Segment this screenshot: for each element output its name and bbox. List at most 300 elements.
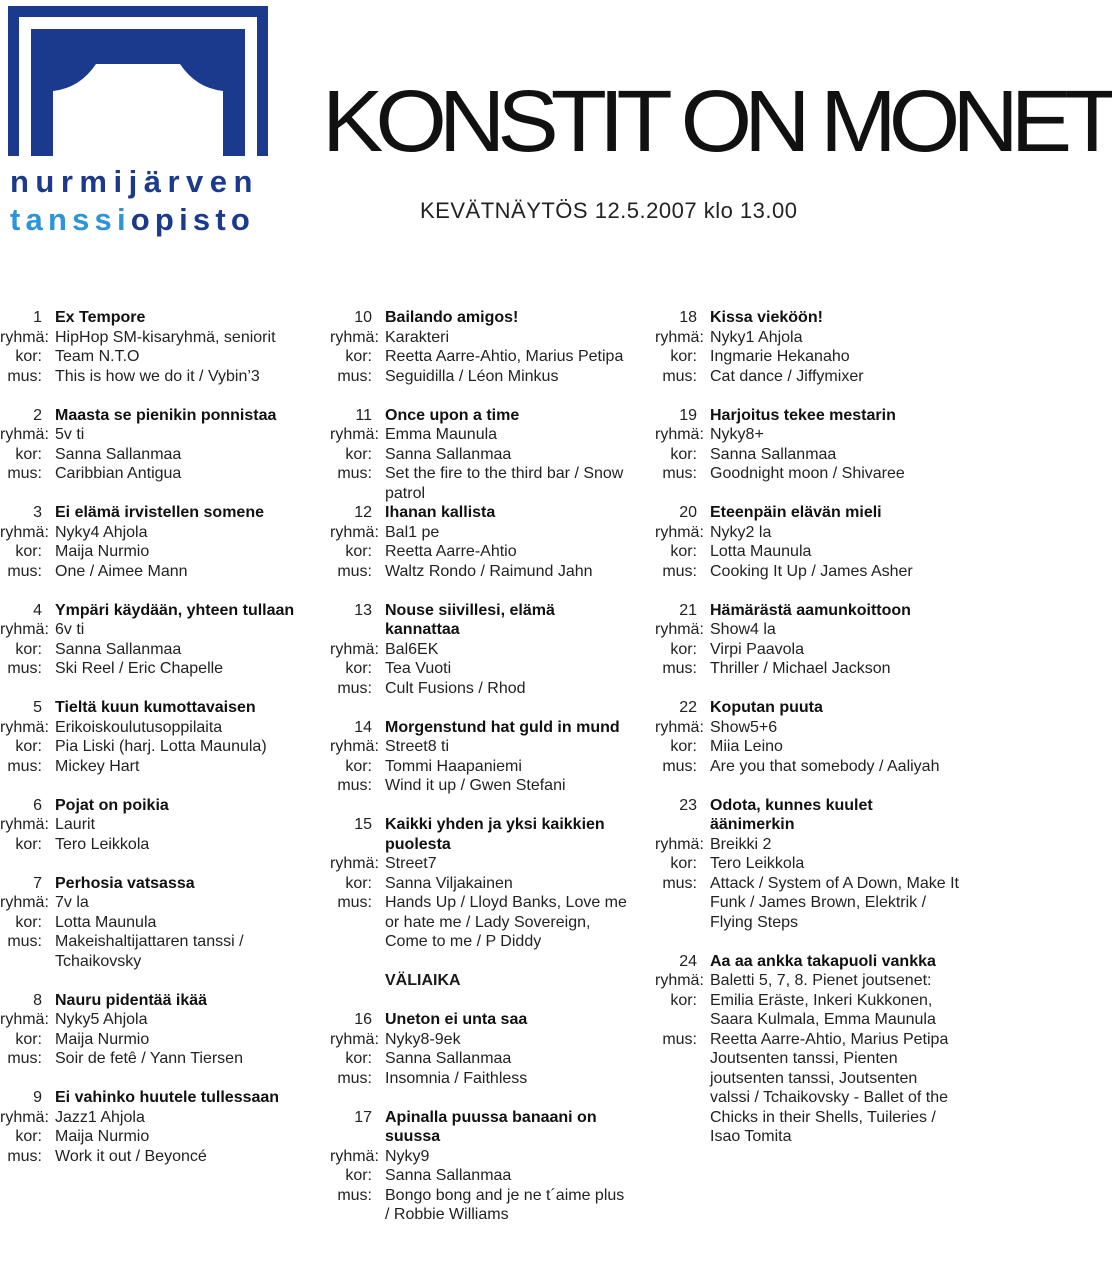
choreo-value: Sanna Sallanmaa: [710, 445, 837, 463]
group-label: ryhmä:: [330, 1030, 379, 1048]
item-number: 13: [354, 601, 372, 619]
group-row: [0, 328, 300, 348]
music-value: Attack / System of A Down, Make It Funk / James Brown, Elektrik / Flying Steps: [710, 874, 959, 931]
choreographer-row: [330, 1166, 630, 1186]
choreo-label: kor:: [15, 1030, 42, 1048]
group-value: Nyky9: [385, 1147, 430, 1165]
choreographer-row: [0, 1030, 300, 1050]
item-number: 18: [679, 309, 697, 326]
choreographer-row: [330, 445, 630, 465]
music-value: Makeishaltijattaren tanssi / Tchaikovsky: [55, 933, 244, 970]
choreographer-row: [330, 757, 630, 777]
item-number: 3: [33, 504, 42, 521]
choreographer-row: [0, 445, 300, 465]
item-title-row: [0, 1088, 300, 1108]
choreographer-row: [655, 737, 960, 757]
group-label: ryhmä:: [0, 816, 49, 833]
item-title: Tieltä kuun kumottavaisen: [55, 699, 256, 716]
group-value: Nyky2 la: [710, 523, 772, 541]
music-label: mus:: [7, 1050, 42, 1067]
item-number: 21: [679, 601, 697, 619]
music-value: Caribbian Antigua: [55, 465, 182, 482]
group-label: ryhmä:: [655, 523, 704, 541]
music-label: mus:: [337, 679, 372, 697]
group-label: ryhmä:: [330, 1147, 379, 1165]
music-label: mus:: [7, 562, 42, 580]
choreo-label: kor:: [15, 640, 42, 658]
group-value: Breikki 2: [710, 835, 772, 853]
program-item: [330, 815, 630, 952]
music-label: mus:: [337, 465, 372, 482]
item-title-row: [0, 796, 300, 816]
choreo-value: Virpi Paavola: [710, 640, 804, 658]
choreographer-row: [330, 542, 630, 562]
item-title-row: [0, 874, 300, 894]
group-value: Bal6EK: [385, 640, 439, 658]
item-title-row: [0, 698, 300, 718]
item-title-row: [655, 308, 960, 328]
program-column-3: [655, 308, 960, 1166]
page-subtitle: KEVÄTNÄYTÖS 12.5.2007 klo 13.00: [420, 198, 798, 223]
item-number: 1: [33, 309, 42, 326]
group-value: 6v ti: [55, 621, 85, 638]
choreographer-row: [330, 874, 630, 894]
item-number: 11: [355, 406, 372, 424]
program-item: [0, 308, 300, 386]
group-label: ryhmä:: [0, 1011, 49, 1028]
music-value: Goodnight moon / Shivaree: [710, 465, 905, 482]
choreo-value: Maija Nurmio: [55, 1030, 150, 1048]
music-row: [0, 1049, 300, 1069]
choreo-label: kor:: [670, 640, 697, 658]
item-title: Bailando amigos!: [385, 309, 519, 326]
music-row: [0, 757, 300, 777]
music-row: [0, 659, 300, 679]
item-number: 15: [354, 816, 372, 833]
item-title-row: [330, 1108, 630, 1147]
music-value: Seguidilla / Léon Minkus: [385, 367, 559, 385]
music-row: [330, 893, 630, 952]
item-number: 17: [354, 1108, 372, 1126]
group-value: Jazz1 Ahjola: [55, 1108, 145, 1126]
music-row: [655, 757, 960, 777]
program-column-1: [0, 308, 300, 1186]
program-item: [0, 503, 300, 581]
item-number: 14: [354, 718, 372, 736]
item-title-row: [0, 503, 300, 523]
group-value: 7v la: [55, 894, 89, 911]
choreographer-row: [330, 659, 630, 679]
group-label: ryhmä:: [330, 855, 379, 872]
music-label: mus:: [337, 894, 372, 911]
music-label: mus:: [662, 465, 697, 482]
music-value: One / Aimee Mann: [55, 562, 188, 580]
music-row: [330, 1069, 630, 1089]
group-label: ryhmä:: [655, 718, 704, 736]
item-title: Hämärästä aamunkoittoon: [710, 601, 911, 619]
item-number: 4: [33, 601, 42, 619]
music-row: [655, 367, 960, 387]
item-number: 12: [354, 504, 372, 521]
item-title-row: [330, 815, 630, 854]
group-value: Erikoiskoulutusoppilaita: [55, 718, 223, 736]
group-value: HipHop SM-kisaryhmä, seniorit: [55, 328, 276, 346]
item-number: 24: [679, 952, 697, 970]
item-number: 22: [679, 699, 697, 716]
item-title-row: [330, 601, 630, 640]
choreo-value: Sanna Viljakainen: [385, 874, 513, 892]
choreographer-row: [0, 913, 300, 933]
group-row: [655, 328, 960, 348]
group-row: [330, 640, 630, 660]
item-title: Morgenstund hat guld in mund: [385, 718, 620, 736]
program-item: [655, 601, 960, 679]
group-row: [655, 835, 960, 855]
program-item: [0, 796, 300, 855]
music-value: Soir de fetê / Yann Tiersen: [55, 1050, 243, 1067]
group-row: [655, 523, 960, 543]
group-row: [330, 1030, 630, 1050]
choreo-label: kor:: [670, 991, 697, 1009]
choreographer-row: [330, 347, 630, 367]
item-title-row: [655, 601, 960, 621]
group-label: ryhmä:: [655, 972, 704, 989]
group-label: ryhmä:: [0, 718, 49, 736]
group-label: ryhmä:: [655, 426, 704, 443]
music-label: mus:: [7, 1147, 42, 1165]
group-row: [330, 523, 630, 543]
music-row: [655, 562, 960, 582]
choreo-value: Tero Leikkola: [710, 855, 805, 872]
choreo-value: Sanna Sallanmaa: [55, 445, 182, 463]
music-value: Work it out / Beyoncé: [55, 1147, 207, 1165]
group-value: Street8 ti: [385, 738, 450, 755]
intermission-label: VÄLIAIKA: [385, 972, 461, 989]
brand-name-line1: nurmijärven: [10, 164, 259, 199]
item-title-row: [655, 503, 960, 523]
choreo-label: kor:: [345, 543, 372, 560]
group-label: ryhmä:: [330, 426, 379, 443]
choreo-label: kor:: [15, 738, 42, 755]
music-row: [330, 679, 630, 699]
item-title-row: [330, 503, 630, 523]
group-row: [655, 620, 960, 640]
brand-rest: opisto: [130, 202, 255, 237]
choreo-value: Ingmarie Hekanaho: [710, 348, 850, 365]
item-title: Maasta se pienikin ponnistaa: [55, 406, 277, 424]
group-value: Show5+6: [710, 718, 778, 736]
group-value: Nyky1 Ahjola: [710, 328, 803, 346]
group-row: [655, 971, 960, 991]
item-number: 6: [33, 796, 42, 814]
group-row: [0, 1010, 300, 1030]
group-label: ryhmä:: [0, 328, 49, 346]
program-item: [330, 503, 630, 581]
group-label: ryhmä:: [0, 621, 49, 638]
choreo-value: Tommi Haapaniemi: [385, 757, 522, 775]
group-row: [330, 1147, 630, 1167]
music-row: [655, 1030, 960, 1147]
choreo-value: Tea Vuoti: [385, 660, 452, 677]
group-value: Nyky8-9ek: [385, 1030, 461, 1048]
item-number: 5: [33, 699, 42, 716]
music-label: mus:: [337, 1069, 372, 1087]
music-value: Waltz Rondo / Raimund Jahn: [385, 562, 593, 580]
program-item: [0, 698, 300, 776]
group-row: [0, 523, 300, 543]
item-title: Eteenpäin elävän mieli: [710, 504, 882, 521]
group-value: Show4 la: [710, 621, 776, 638]
item-title: Ympäri käydään, yhteen tullaan: [55, 601, 295, 619]
choreo-label: kor:: [670, 855, 697, 872]
item-title-row: [0, 991, 300, 1011]
music-value: Reetta Aarre-Ahtio, Marius Petipa Joutsenten tanssi, Pienten joutsenten tanssi, Joutsenten valssi / Tchaikovsky - Ballet of the Chicks in their Shells, Tuileries / Isao Tomita: [710, 1030, 949, 1145]
choreographer-row: [0, 1127, 300, 1147]
choreo-value: Sanna Sallanmaa: [385, 1050, 512, 1067]
music-value: This is how we do it / Vybin’3: [55, 367, 260, 385]
choreo-value: Sanna Sallanmaa: [385, 445, 512, 463]
choreo-label: kor:: [670, 738, 697, 755]
music-label: mus:: [337, 562, 372, 580]
music-label: mus:: [337, 777, 372, 794]
item-title: Apinalla puussa banaani on suussa: [385, 1108, 597, 1145]
choreo-value: Reetta Aarre-Ahtio, Marius Petipa: [385, 348, 624, 365]
item-title: Ex Tempore: [55, 309, 146, 326]
choreo-label: kor:: [670, 445, 697, 463]
group-row: [655, 718, 960, 738]
item-number: 23: [679, 796, 697, 814]
music-value: Cooking It Up / James Asher: [710, 562, 913, 580]
music-label: mus:: [662, 874, 697, 892]
music-label: mus:: [7, 757, 42, 775]
group-label: ryhmä:: [330, 523, 379, 541]
item-number: 10: [354, 309, 372, 326]
item-title: Ei elämä irvistellen somene: [55, 504, 264, 521]
group-label: ryhmä:: [655, 621, 704, 638]
program-column-2: [330, 308, 630, 1244]
group-label: ryhmä:: [0, 894, 49, 911]
program-item: [0, 601, 300, 679]
group-row: [0, 620, 300, 640]
music-row: [330, 1186, 630, 1225]
choreographer-row: [655, 542, 960, 562]
item-title-row: [330, 308, 630, 328]
music-label: mus:: [337, 367, 372, 385]
group-value: Emma Maunula: [385, 426, 498, 443]
program-item: [330, 308, 630, 386]
group-value: Nyky5 Ahjola: [55, 1011, 148, 1028]
program-item: [655, 406, 960, 484]
program-item: [0, 406, 300, 484]
music-row: [655, 874, 960, 933]
music-row: [0, 1147, 300, 1167]
item-title: Ei vahinko huutele tullessaan: [55, 1089, 280, 1106]
item-title: Uneton ei unta saa: [385, 1011, 528, 1028]
program-item: [655, 796, 960, 933]
choreographer-row: [655, 445, 960, 465]
item-title: Ihanan kallista: [385, 504, 496, 521]
group-row: [330, 737, 630, 757]
item-title: Nauru pidentää ikää: [55, 991, 208, 1009]
group-value: Bal1 pe: [385, 523, 440, 541]
group-row: [0, 425, 300, 445]
choreographer-row: [655, 991, 960, 1030]
group-label: ryhmä:: [655, 328, 704, 346]
music-row: [330, 464, 630, 503]
music-row: [0, 367, 300, 387]
program-item: [655, 952, 960, 1147]
item-title: Harjoitus tekee mestarin: [710, 406, 896, 424]
music-value: Thriller / Michael Jackson: [710, 660, 891, 677]
item-title-row: [655, 698, 960, 718]
music-label: mus:: [337, 1186, 372, 1204]
music-row: [330, 776, 630, 796]
item-title-row: [655, 406, 960, 426]
program-item: [655, 698, 960, 776]
choreo-value: Miia Leino: [710, 738, 783, 755]
choreo-label: kor:: [345, 1167, 372, 1184]
choreo-label: kor:: [15, 348, 42, 365]
item-title-row: [0, 406, 300, 426]
choreo-label: kor:: [670, 348, 697, 365]
music-row: [0, 562, 300, 582]
music-value: Set the fire to the third bar / Snow patrol: [385, 465, 624, 502]
school-logo: [8, 6, 270, 236]
choreo-label: kor:: [15, 913, 42, 931]
item-title: Nouse siivillesi, elämä kannattaa: [385, 601, 555, 638]
group-row: [0, 718, 300, 738]
choreographer-row: [655, 347, 960, 367]
group-value: Baletti 5, 7, 8. Pienet joutsenet:: [710, 972, 932, 989]
choreo-label: kor:: [15, 1128, 42, 1145]
choreographer-row: [0, 640, 300, 660]
group-label: ryhmä:: [0, 1108, 49, 1126]
choreo-value: Reetta Aarre-Ahtio: [385, 543, 517, 560]
choreo-label: kor:: [345, 1050, 372, 1067]
group-label: ryhmä:: [0, 426, 49, 443]
music-label: mus:: [7, 660, 42, 677]
choreo-label: kor:: [15, 835, 42, 853]
item-title-row: [330, 406, 630, 426]
program-item: [330, 718, 630, 796]
music-row: [330, 562, 630, 582]
music-value: Cat dance / Jiffymixer: [710, 367, 864, 385]
item-title: Perhosia vatsassa: [55, 874, 195, 892]
group-value: Laurit: [55, 816, 96, 833]
group-value: 5v ti: [55, 426, 85, 443]
item-title: Koputan puuta: [710, 699, 823, 716]
item-title: Kaikki yhden ja yksi kaikkien puolesta: [385, 816, 605, 853]
group-row: [0, 1108, 300, 1128]
music-label: mus:: [662, 1030, 697, 1048]
music-row: [0, 932, 300, 971]
music-value: Are you that somebody / Aaliyah: [710, 757, 940, 775]
choreo-value: Sanna Sallanmaa: [55, 640, 182, 658]
choreo-label: kor:: [345, 445, 372, 463]
program-item: [330, 406, 630, 504]
choreo-value: Team N.T.O: [55, 348, 140, 365]
group-row: [655, 425, 960, 445]
music-row: [330, 367, 630, 387]
brand-highlight: tanssi: [10, 202, 131, 237]
choreo-label: kor:: [15, 445, 42, 463]
music-row: [655, 659, 960, 679]
music-value: Mickey Hart: [55, 757, 140, 775]
brand-name-line2: [10, 202, 255, 238]
group-value: Karakteri: [385, 328, 450, 346]
theatre-curtain-logo-icon: [8, 6, 270, 156]
music-label: mus:: [662, 367, 697, 385]
music-value: Ski Reel / Eric Chapelle: [55, 660, 224, 677]
item-title: Aa aa ankka takapuoli vankka: [710, 952, 936, 970]
music-label: mus:: [662, 757, 697, 775]
group-row: [330, 328, 630, 348]
program-item: [0, 1088, 300, 1166]
page-title: KONSTIT ON MONET: [322, 73, 1112, 171]
item-title: Kissa vieköön!: [710, 309, 823, 326]
item-title: Once upon a time: [385, 406, 520, 424]
group-value: Nyky4 Ahjola: [55, 523, 148, 541]
program-item: [330, 601, 630, 699]
program-item: [330, 1010, 630, 1088]
item-title-row: [655, 796, 960, 835]
music-row: [0, 464, 300, 484]
music-label: mus:: [662, 562, 697, 580]
choreographer-row: [0, 542, 300, 562]
music-value: Hands Up / Lloyd Banks, Love me or hate me / Lady Sovereign, Come to me / P Diddy: [385, 894, 627, 950]
item-title-row: [330, 718, 630, 738]
choreo-label: kor:: [345, 660, 372, 677]
music-label: mus:: [7, 465, 42, 482]
choreographer-row: [0, 347, 300, 367]
choreographer-row: [330, 1049, 630, 1069]
music-row: [655, 464, 960, 484]
item-title-row: [0, 601, 300, 621]
choreo-value: Lotta Maunula: [710, 543, 812, 560]
group-label: ryhmä:: [655, 835, 704, 853]
choreo-value: Sanna Sallanmaa: [385, 1167, 512, 1184]
music-label: mus:: [662, 660, 697, 677]
program-item: [655, 503, 960, 581]
music-value: Wind it up / Gwen Stefani: [385, 777, 566, 794]
program-item: [655, 308, 960, 386]
music-value: Insomnia / Faithless: [385, 1069, 528, 1087]
item-title-row: [330, 1010, 630, 1030]
program-item: [0, 874, 300, 972]
group-row: [0, 815, 300, 835]
choreo-label: kor:: [670, 543, 697, 560]
choreo-value: Emilia Eräste, Inkeri Kukkonen, Saara Kulmala, Emma Maunula: [710, 991, 936, 1028]
group-row: [330, 425, 630, 445]
program-item: [330, 1108, 630, 1225]
music-label: mus:: [7, 933, 42, 950]
choreo-value: Maija Nurmio: [55, 543, 150, 560]
music-label: mus:: [7, 367, 42, 385]
choreo-label: kor:: [345, 874, 372, 892]
group-label: ryhmä:: [330, 738, 379, 755]
item-number: 7: [33, 874, 42, 892]
choreo-label: kor:: [345, 348, 372, 365]
choreo-value: Pia Liski (harj. Lotta Maunula): [55, 738, 267, 755]
item-number: 9: [33, 1089, 42, 1106]
choreo-value: Lotta Maunula: [55, 913, 157, 931]
item-title: Pojat on poikia: [55, 796, 169, 814]
choreographer-row: [655, 640, 960, 660]
item-number: 8: [33, 991, 42, 1009]
choreographer-row: [655, 854, 960, 874]
music-value: Cult Fusions / Rhod: [385, 679, 526, 697]
choreo-label: kor:: [15, 543, 42, 560]
